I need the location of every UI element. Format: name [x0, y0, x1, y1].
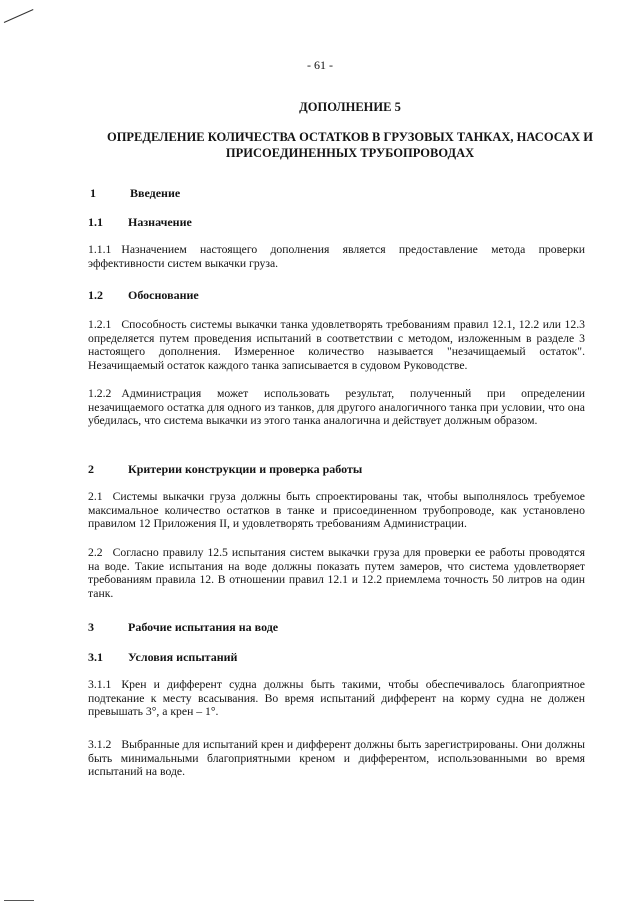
paragraph-number: 3.1.2: [88, 738, 112, 751]
paragraph-number: 1.2.2: [88, 387, 112, 400]
paragraph-number: 1.2.1: [88, 318, 112, 331]
heading-number: 3: [88, 620, 94, 634]
paragraph-1-2-1: [88, 318, 585, 372]
paragraph-text: Выбранные для испытаний крен и дифферент должны быть зарегистрированы. Они должны быть минимальными благоприятными креном и дифферентом, использованными во время испытаний на воде.: [88, 738, 585, 779]
heading-number: 1: [90, 186, 96, 200]
heading-label: Обоснование: [128, 288, 199, 302]
heading-number: 3.1: [88, 650, 103, 664]
paragraph-text: Согласно правилу 12.5 испытания систем выкачки груза для проверки ее работы проводятся на воде. Такие испытания на воде должны показать путем замеров, что система удовлетворяет требованиям правила 12. В отношении правил 12.1 и 12.2 приемлема точность 50 литров на один танк.: [88, 546, 585, 600]
paragraph-number: 1.1.1: [88, 243, 112, 256]
paragraph-text: Крен и дифферент судна должны быть такими, чтобы обеспечивалось благоприятное подтекание к месту всасывания. Во время испытаний дифферент на корму судна не должен превышать 3°, а крен – 1°.: [88, 678, 585, 719]
heading-label: Условия испытаний: [128, 650, 238, 664]
heading-number: 2: [88, 462, 94, 476]
paragraph-number: 2.2: [88, 546, 103, 559]
paragraph-text: Системы выкачки груза должны быть спроектированы так, чтобы выполнялось требуемое максимальное количество остатков в танке и присоединенном трубопроводе, как установлено правилом 12 Приложения II, и удовлетворять требованиям Администрации.: [88, 490, 585, 531]
paragraph-text: Способность системы выкачки танка удовлетворять требованиям правил 12.1, 12.2 или 12.3 определяется путем проведения испытаний в соответствии с методом, изложенным в разделе 3 настоящего дополнения. Измеренное количество называется "незачищаемый остаток". Незачищаемый остаток каждого танка записывается в судовом Руководстве.: [88, 318, 585, 372]
appendix-title: ДОПОЛНЕНИЕ 5: [299, 100, 401, 114]
heading-number: 1.1: [88, 215, 103, 229]
paragraph-1-1-1: [88, 243, 585, 270]
page-number: - 61 -: [307, 58, 333, 72]
paragraph-number: 3.1.1: [88, 678, 112, 691]
paragraph-3-1-1: [88, 678, 585, 719]
heading-number: 1.2: [88, 288, 103, 302]
paragraph-3-1-2: [88, 738, 585, 779]
scan-mark-bottom: [4, 900, 34, 901]
paragraph-2-1: [88, 490, 585, 531]
heading-label: Критерии конструкции и проверка работы: [128, 462, 363, 476]
scan-mark: [4, 9, 34, 23]
heading-label: Назначение: [128, 215, 192, 229]
paragraph-1-2-2: [88, 387, 585, 428]
paragraph-text: Назначением настоящего дополнения является предоставление метода проверки эффективности систем выкачки груза.: [88, 243, 585, 270]
heading-label: Введение: [130, 186, 181, 200]
heading-label: Рабочие испытания на воде: [128, 620, 279, 634]
paragraph-text: Администрация может использовать результат, полученный при определении незачищаемого остатка для одного из танков, для другого аналогичного танка при условии, что она убедилась, что система выкачки из этого танка аналогична и действует должным образом.: [88, 387, 585, 428]
appendix-subtitle: ОПРЕДЕЛЕНИЕ КОЛИЧЕСТВА ОСТАТКОВ В ГРУЗОВЫХ ТАНКАХ, НАСОСАХ И ПРИСОЕДИНЕННЫХ ТРУБОПРОВОДАХ: [106, 130, 594, 160]
paragraph-number: 2.1: [88, 490, 103, 503]
paragraph-2-2: [88, 546, 585, 600]
